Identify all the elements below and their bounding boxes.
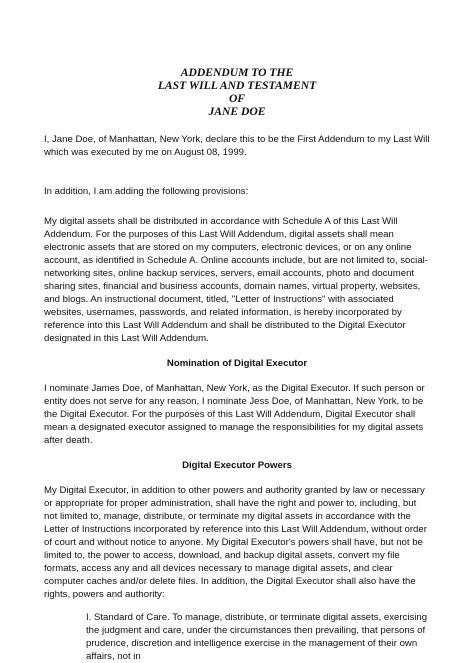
addition-paragraph: In addition, I am adding the following provisions:	[44, 186, 249, 197]
title-line-3: OF	[228, 92, 246, 105]
powers-paragraph: My Digital Executor, in addition to other powers and authority granted by law or necessary or appropriate for proper administration, shall have the right and power to, including, but not limited to, manage, distribute, or terminate my digital assets in accordance with the Letter of Instructions incorporated by reference into this Last Will Addendum, without order of court and without notice to anyone. My Digital Executor's powers shall have, but not be limited to, the power to access, download, and backup digital assets, convert my file formats, access any and all devices necessary to manage digital assets, and clear computer caches and/or delete files. In addition, the Digital Executor shall also have the rights, powers and authority:	[44, 485, 427, 600]
document-title	[44, 66, 430, 118]
nomination-paragraph: I nominate James Doe, of Manhattan, New York, as the Digital Executor. If such person or entity does not serve for any reason, I nominate Jess Doe, of Manhattan, New York, to be the Digital Executor. For the purposes of this Last Will Addendum, Digital Executor shall mean a designated executor assigned to manage the responsibilities for my digital assets after death.	[44, 383, 425, 446]
standard-of-care-paragraph: I. Standard of Care. To manage, distribute, or terminate digital assets, exercising the judgment and care, under the circumstances then prevailing, that persons of prudence, discretion and intelligence exercise in the management of their own affairs, not in	[86, 612, 428, 662]
nomination-heading: Nomination of Digital Executor	[166, 358, 308, 369]
title-line-1: ADDENDUM TO THE	[180, 66, 294, 79]
digital-assets-paragraph: My digital assets shall be distributed in accordance with Schedule A of this Last Will Addendum. For the purposes of this Last Will Addendum, digital assets shall mean electronic assets that are stored on my computers, electronic devices, or on any online account, as identified in Schedule A. Online accounts include, but are not limited to, social-networking sites, online backup services, servers, email accounts, photo and document sharing sites, financial and business accounts, domain names, virtual property, websites, and blogs. An instructional document, titled, "Letter of Instructions" with associated websites, usernames, passwords, and related information, is hereby incorporated by reference into this Last Will Addendum and shall be distributed to the Digital Executor designated in this Last Will Addendum.	[44, 216, 428, 344]
title-line-4: JANE DOE	[208, 105, 266, 118]
intro-paragraph: I, Jane Doe, of Manhattan, New York, declare this to be the First Addendum to my Last Will which was executed by me on August 08, 1999.	[44, 134, 430, 158]
title-line-2: LAST WILL AND TESTAMENT	[157, 79, 317, 92]
powers-heading: Digital Executor Powers	[182, 460, 292, 471]
